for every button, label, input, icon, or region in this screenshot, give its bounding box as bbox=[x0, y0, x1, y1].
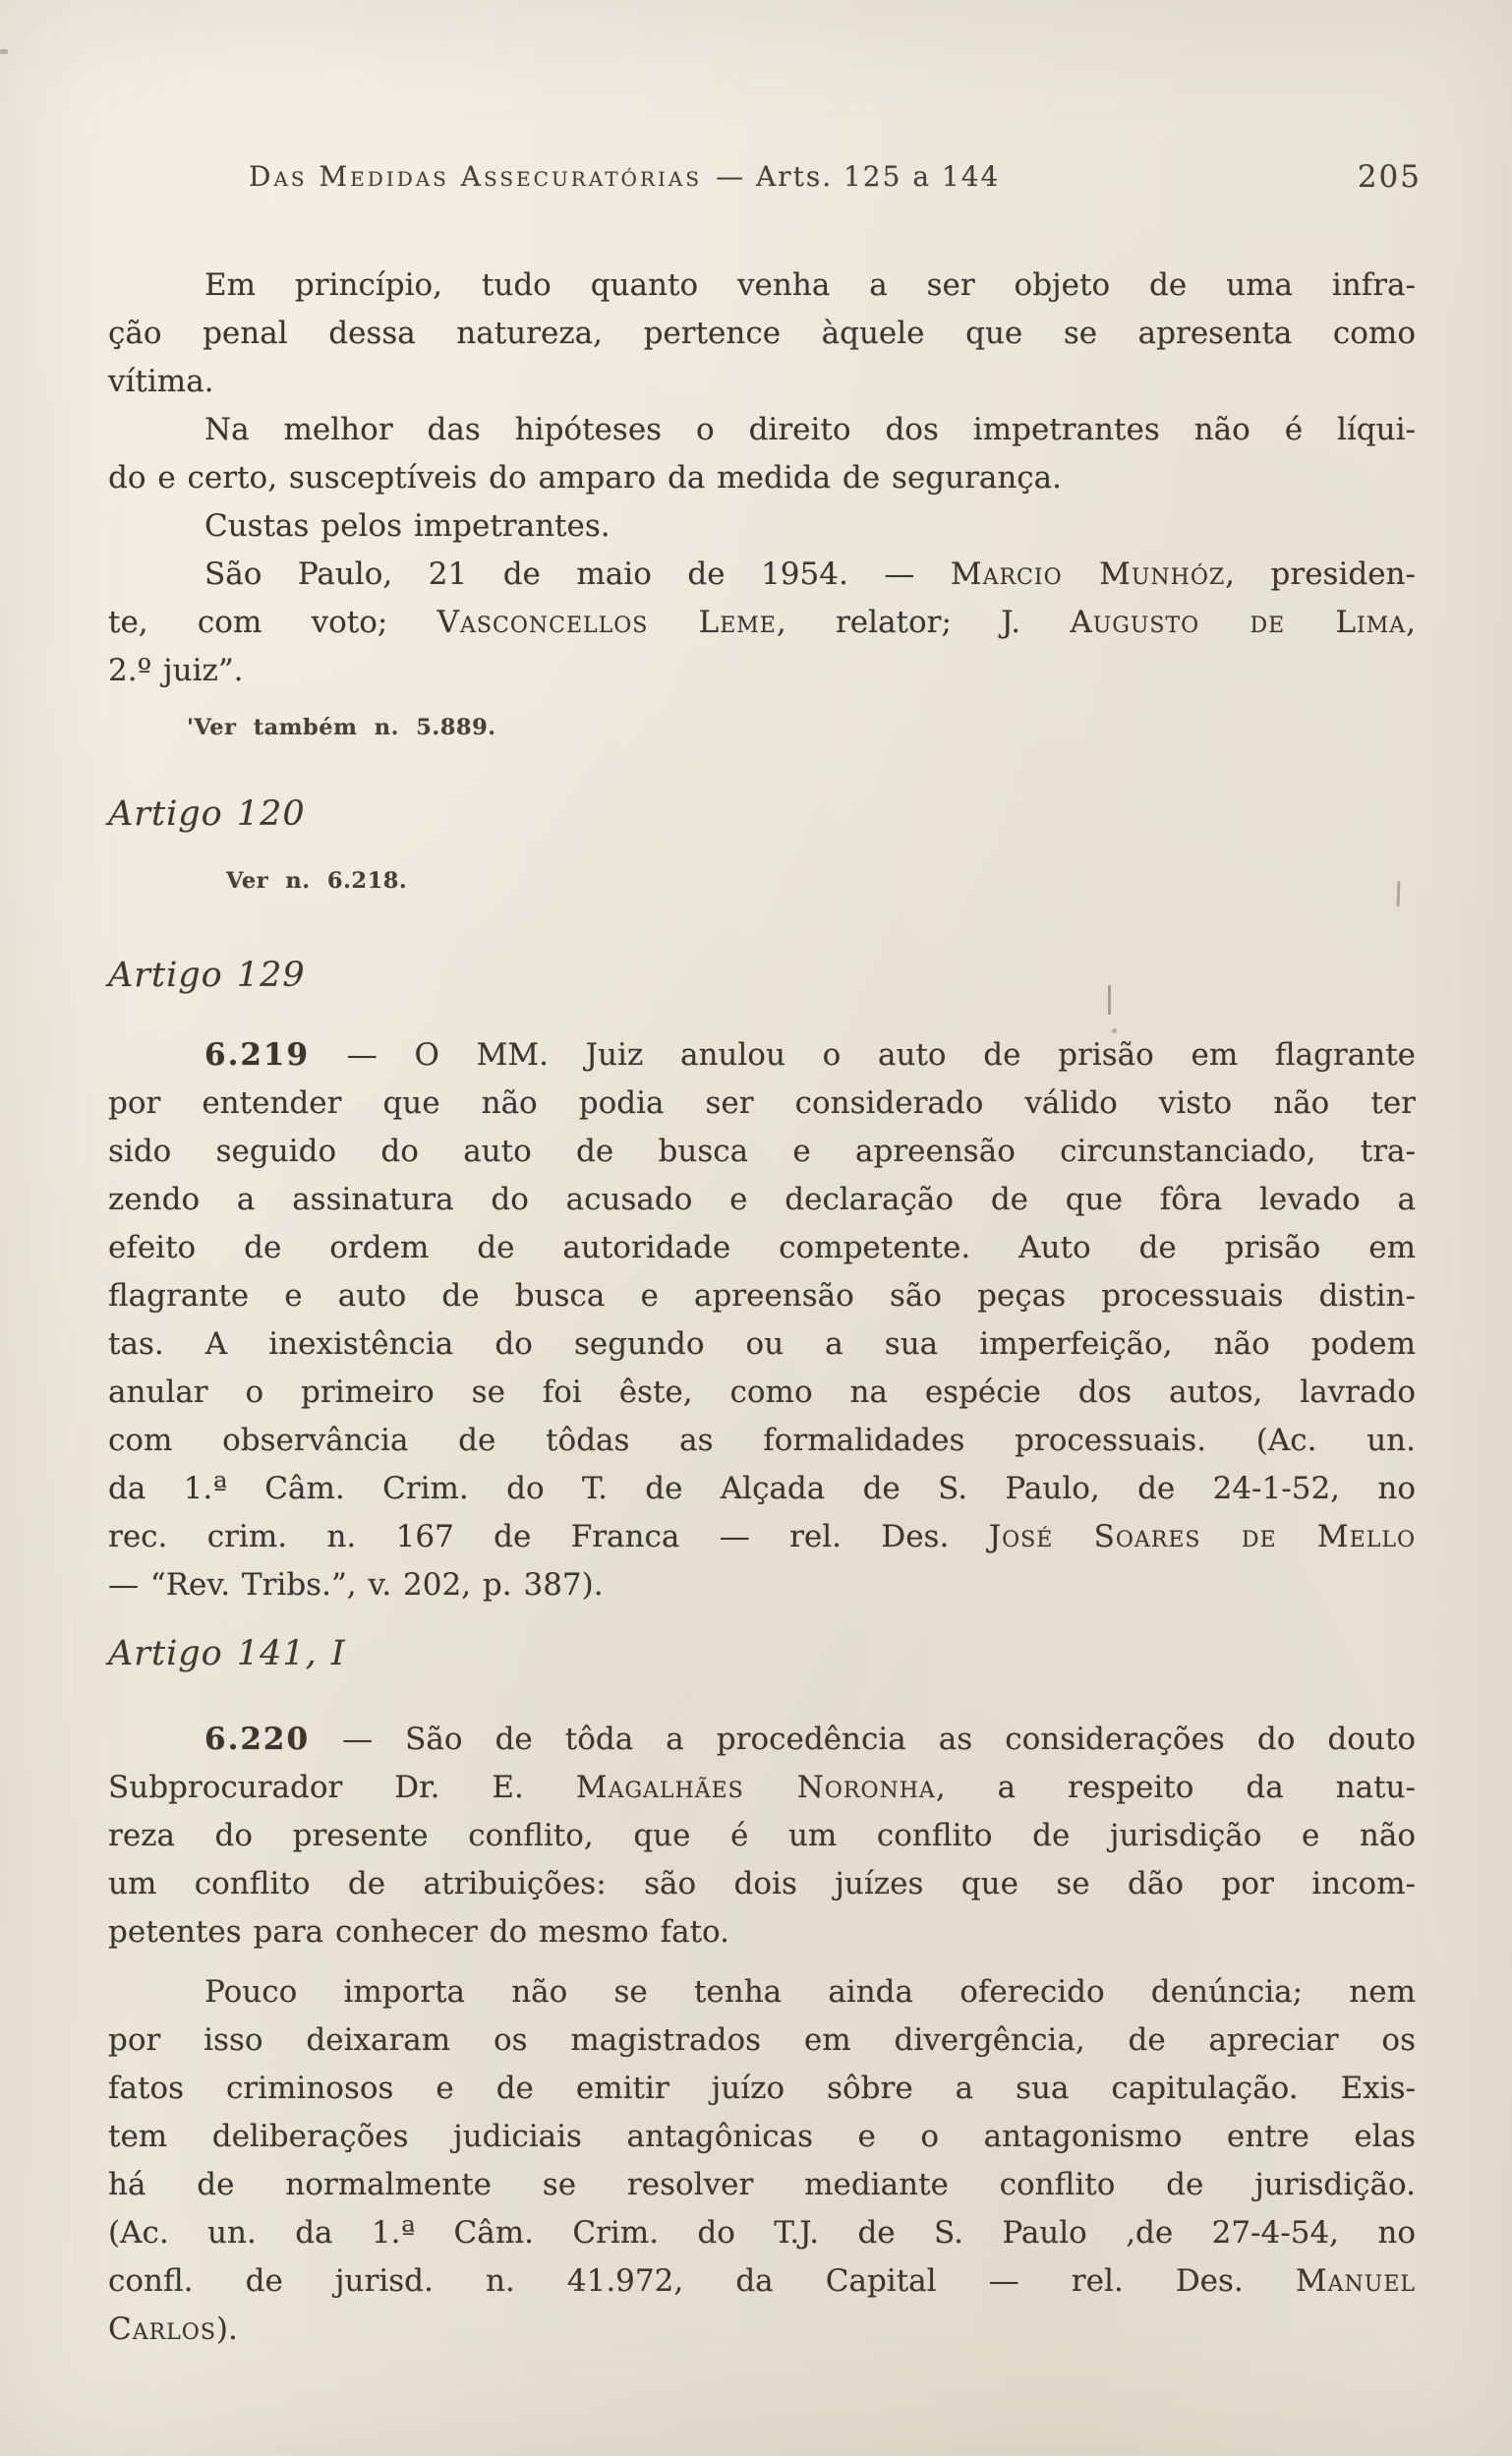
article-heading: Artigo 129 bbox=[108, 956, 306, 995]
text-line: tem deliberações judiciais antagônicas e o antagonismo entre elas bbox=[108, 2119, 1416, 2154]
running-title-text: Das Medidas Assecuratórias bbox=[249, 160, 703, 193]
text-line: Na melhor das hipóteses o direito dos impetrantes não é líqui- bbox=[204, 412, 1416, 447]
text-line: tas. A inexistência do segundo ou a sua imperfeição, não podem bbox=[108, 1326, 1416, 1362]
cross-reference-note bbox=[187, 713, 1416, 742]
text-line: Pouco importa não se tenha ainda oferecido denúncia; nem bbox=[204, 1974, 1416, 2010]
text-line: 'Ver também n. 5.889. bbox=[187, 715, 496, 740]
text-line: São Paulo, 21 de maio de 1954. — Marcio Munhóz, presiden- bbox=[204, 556, 1416, 592]
paragraph bbox=[108, 262, 1416, 406]
text-line: petentes para conhecer do mesmo fato. bbox=[108, 1914, 729, 1950]
article-heading: Artigo 141, I bbox=[108, 1634, 346, 1673]
text-line: ção penal dessa natureza, pertence àquele que se apresenta como bbox=[108, 316, 1416, 351]
text-line: Em princípio, tudo quanto venha a ser objeto de uma infra- bbox=[204, 267, 1416, 303]
text-line: por isso deixaram os magistrados em divergência, de apreciar os bbox=[108, 2022, 1416, 2058]
decision-number: 6.220 bbox=[204, 1722, 311, 1757]
page-header bbox=[0, 157, 1512, 203]
scan-artifact bbox=[0, 49, 8, 54]
text-line: sido seguido do auto de busca e apreensão circunstanciado, tra- bbox=[108, 1134, 1416, 1169]
person-name: Vasconcellos Leme bbox=[436, 605, 777, 640]
person-name: Marcio Munhóz bbox=[950, 556, 1226, 592]
text-line: confl. de jurisd. n. 41.972, da Capital — rel. Des. Manuel bbox=[108, 2263, 1416, 2299]
text-line: do e certo, susceptíveis do amparo da medida de segurança. bbox=[108, 460, 1062, 496]
text-line: te, com voto; Vasconcellos Leme, relator; J. Augusto de Lima, bbox=[108, 605, 1416, 640]
paragraph bbox=[108, 551, 1416, 695]
text-line: com observância de tôdas as formalidades processuais. (Ac. un. bbox=[108, 1423, 1416, 1458]
text-line: 6.219 — O MM. Juiz anulou o auto de prisão em flagrante bbox=[204, 1037, 1416, 1073]
person-name: Augusto de Lima bbox=[1070, 605, 1407, 640]
text-line: Custas pelos impetrantes. bbox=[204, 508, 611, 544]
text-line: fatos criminosos e de emitir juízo sôbre a sua capitulação. Exis- bbox=[108, 2071, 1416, 2106]
text-line: um conflito de atribuições: são dois juízes que se dão por incom- bbox=[108, 1866, 1416, 1901]
text-line: flagrante e auto de busca e apreensão são peças processuais distin- bbox=[108, 1278, 1416, 1314]
paragraph bbox=[108, 1968, 1416, 2354]
text-line: por entender que não podia ser considerado válido visto não ter bbox=[108, 1085, 1416, 1121]
text-line: zendo a assinatura do acusado e declaração de que fôra levado a bbox=[108, 1182, 1416, 1217]
text-line: Subprocurador Dr. E. Magalhães Noronha, a respeito da natu- bbox=[108, 1770, 1416, 1805]
person-name: Carlos bbox=[108, 2311, 216, 2347]
person-name: José Soares de Mello bbox=[988, 1519, 1416, 1554]
scan-artifact bbox=[1108, 985, 1111, 1015]
text-line: (Ac. un. da 1.ª Câm. Crim. do T.J. de S. Paulo ,de 27-4-54, no bbox=[108, 2215, 1416, 2251]
article-heading: Artigo 120 bbox=[108, 794, 306, 834]
scan-artifact bbox=[1112, 1028, 1117, 1033]
paragraph bbox=[108, 1031, 1416, 1609]
page-body bbox=[108, 246, 1416, 2354]
text-line: anular o primeiro se foi êste, como na espécie dos autos, lavrado bbox=[108, 1374, 1416, 1410]
text-line: Carlos). bbox=[108, 2311, 238, 2347]
paragraph bbox=[108, 406, 1416, 502]
text-line: 6.220 — São de tôda a procedência as considerações do douto bbox=[204, 1722, 1416, 1757]
text-line: 2.º juiz”. bbox=[108, 653, 244, 688]
person-name: Manuel bbox=[1295, 2263, 1416, 2299]
text-line: — “Rev. Tribs.”, v. 202, p. 387). bbox=[108, 1567, 604, 1603]
text-line: há de normalmente se resolver mediante conflito de jurisdição. bbox=[108, 2167, 1416, 2202]
running-title bbox=[249, 157, 1000, 197]
page-number: 205 bbox=[1357, 159, 1422, 195]
text-line: Ver n. 6.218. bbox=[226, 868, 408, 894]
decision-number: 6.219 bbox=[204, 1037, 311, 1073]
text-line: da 1.ª Câm. Crim. do T. de Alçada de S. Paulo, de 24-1-52, no bbox=[108, 1471, 1416, 1506]
paragraph bbox=[108, 1716, 1416, 1957]
text-line: efeito de ordem de autoridade competente. Auto de prisão em bbox=[108, 1230, 1416, 1265]
text-line: rec. crim. n. 167 de Franca — rel. Des. José Soares de Mello bbox=[108, 1519, 1416, 1554]
running-title-articles: — Arts. 125 a 144 bbox=[716, 160, 1001, 193]
cross-reference-note bbox=[226, 866, 1416, 896]
paragraph bbox=[108, 502, 1416, 551]
text-line: reza do presente conflito, que é um conflito de jurisdição e não bbox=[108, 1818, 1416, 1853]
person-name: Magalhães Noronha bbox=[575, 1770, 936, 1805]
text-line: vítima. bbox=[108, 364, 214, 399]
